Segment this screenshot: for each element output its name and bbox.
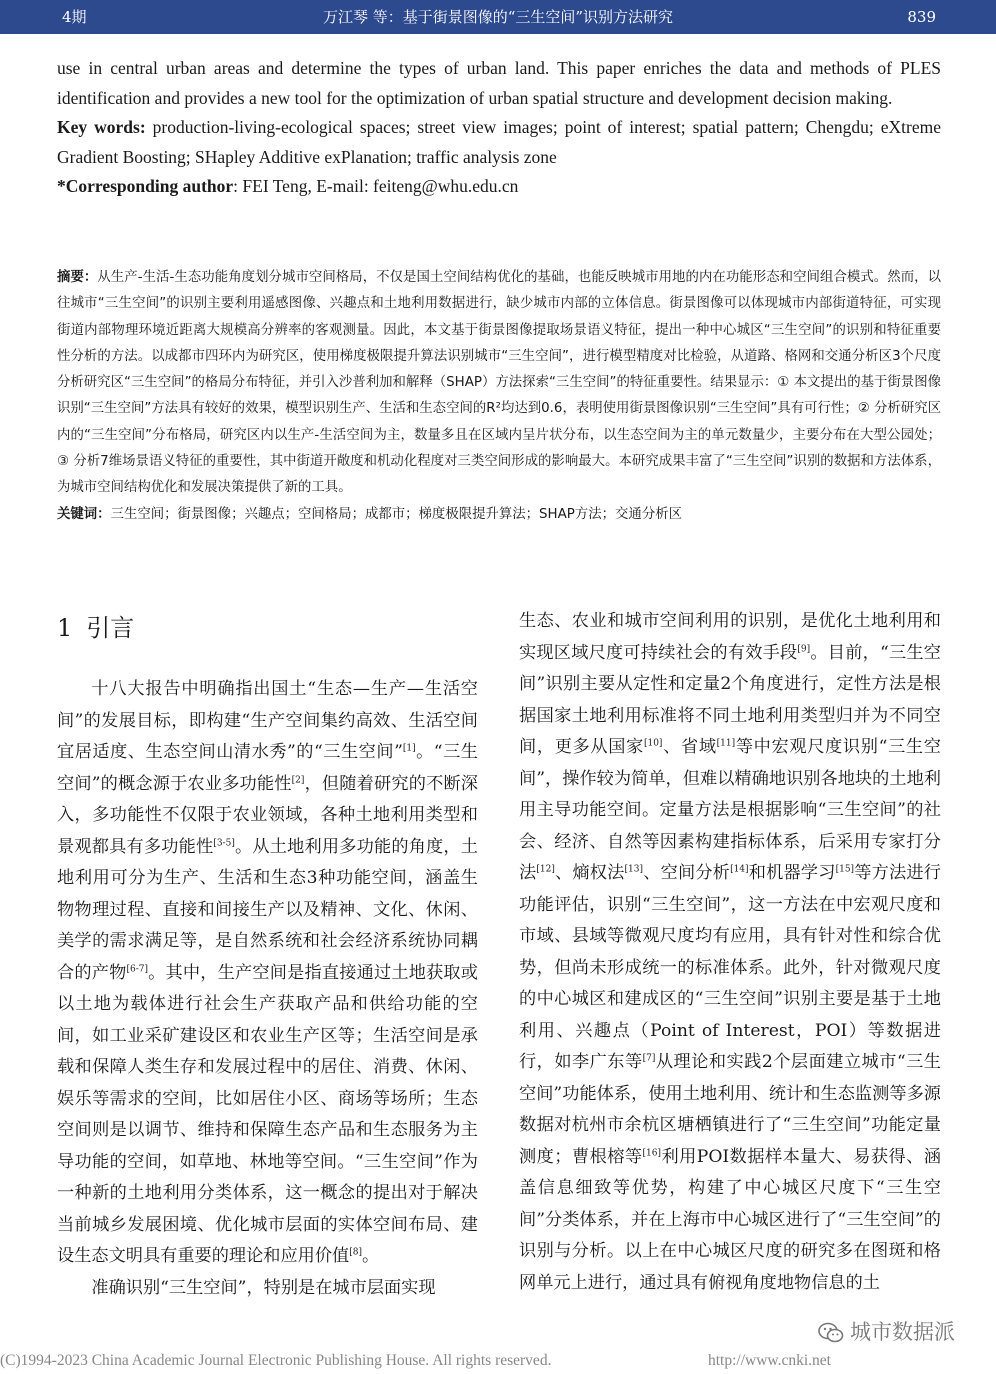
english-keywords: Key words: production-living-ecological spaces; street view images; point of interest; spatial pattern; Chengdu; eXtreme Gradient Boosting; SHapley Additive exPlanation; traffic analysis zone [57,117,941,167]
citation[interactable]: [6-7] [126,963,148,974]
citation[interactable]: [14] [730,864,749,875]
english-keywords-label: Key words: [57,117,146,137]
running-header [0,0,996,34]
chinese-keywords: 关键词：三生空间；街景图像；兴趣点；空间格局；成都市；梯度极限提升算法；SHAP方法；交通分析区 [57,506,682,522]
english-abstract-block [57,54,941,202]
page-number: 839 [907,8,936,26]
citation[interactable]: [1] [402,743,416,754]
citation[interactable]: [3-5] [213,837,235,848]
citation[interactable]: [2] [291,774,305,785]
chinese-abstract: 摘要：从生产-生活-生态功能角度划分城市空间格局，不仅是国土空间结构优化的基础，也能反映城市用地的内在功能形态和空间组合模式。然而，以往城市“三生空间”的识别主要利用遥感图像、兴趣点和土地利用数据进行，缺少城市内部的立体信息。街景图像可以体现城市内部街道特征，可实现街道内部物理环境近距离大规模高分辨率的客观测量。因此，本文基于街景图像提取场景语义特征，提出一种中心城区“三生空间”的识别和特征重要性分析的方法。以成都市四环内为研究区，使用梯度极限提升算法识别城市“三生空间”，进行模型精度对比检验，从道路、格网和交通分析区3个尺度分析研究区“三生空间”的格局分布特征，并引入沙普利加和解释（SHAP）方法探索“三生空间”的特征重要性。结果显示：① 本文提出的基于街景图像识别“三生空间”方法具有较好的效果，模型识别生产、生活和生态空间的R²均达到0.6，表明使用街景图像识别“三生空间”具有可行性；② 分析研究区内的“三生空间”分布格局，研究区内以生产-生活空间为主，数量多且在区域内呈片状分布，以生态空间为主的单元数量少，主要分布在大型公园处；③ 分析7维场景语义特征的重要性，其中街道开敞度和机动化程度对三类空间形成的影响最大。本研究成果丰富了“三生空间”识别的数据和方法体系，为城市空间结构优化和发展决策提供了新的工具。 [57,270,941,496]
chinese-keywords-label: 关键词： [57,506,111,522]
citation[interactable]: [11] [716,738,736,749]
abstract-label: 摘要： [57,270,98,285]
right-column [519,606,941,1299]
citation[interactable]: [15] [835,864,855,875]
citation[interactable]: [16] [642,1147,662,1158]
section-heading: 1 引言 [57,614,135,642]
cnki-url[interactable]: http://www.cnki.net [708,1352,831,1369]
corresponding-author: *Corresponding author: FEI Teng, E-mail: feiteng@whu.edu.cn [57,176,519,196]
citation[interactable]: [9] [797,643,811,654]
paragraph-intro-2-continued: 生态、农业和城市空间利用的识别，是优化土地利用和实现区域尺度可持续社会的有效手段[9]。目前，“三生空间”识别主要从定性和定量2个角度进行，定性方法是根据国家土地利用标准将不同土地利用类型归并为不同空间，更多从国家[10]、省域[11]等中宏观尺度识别“三生空间”，操作较为简单，但难以精确地识别各地块的土地利用主导功能空间。定量方法是根据影响“三生空间”的社会、经济、自然等因素构建指标体系，后采用专家打分法[12]、熵权法[13]、空间分析[14]和机器学习[15]等方法进行功能评估，识别“三生空间”，这一方法在中宏观尺度和市域、县域等微观尺度均有应用，具有针对性和综合优势，但尚未形成统一的标准体系。此外，针对微观尺度的中心城区和建成区的“三生空间”识别主要是基于土地利用、兴趣点（Point of Interest，POI）等数据进行，如李广东等[7]从理论和实践2个层面建立城市“三生空间”功能体系，使用土地利用、统计和生态监测等多源数据对杭州市余杭区塘栖镇进行了“三生空间”功能定量测度；曹根榕等[16]利用POI数据样本量大、易获得、涵盖信息细致等优势，构建了中心城区尺度下“三生空间”分类体系，并在上海市中心城区进行了“三生空间”的识别与分析。以上在中心城区尺度的研究多在图斑和格网单元上进行，通过具有俯视角度地物信息的土 [519,611,941,1293]
citation[interactable]: [13] [624,864,644,875]
chinese-abstract-block [57,265,941,528]
copyright-notice: (C)1994-2023 China Academic Journal Electronic Publishing House. All rights reserved. [0,1352,552,1369]
corresponding-author-label: *Corresponding author [57,176,234,196]
watermark: 城市数据派 [818,1316,955,1346]
left-column [57,608,478,1304]
citation[interactable]: [10] [643,738,663,749]
wechat-icon [818,1322,844,1344]
english-abstract-tail: use in central urban areas and determine the types of urban land. This paper enriches the data and methods of PLES identification and provides a new tool for the optimization of urban spatial structure and development decision making. [57,58,941,108]
citation[interactable]: [7] [642,1053,656,1064]
paragraph-intro-1: 十八大报告中明确指出国土“生态—生产—生活空间”的发展目标，即构建“生产空间集约高效、生活空间宜居适度、生态空间山清水秀”的“三生空间”[1]。“三生空间”的概念源于农业多功能性[2]，但随着研究的不断深入，多功能性不仅限于农业领域，各种土地利用类型和景观都具有多功能性[3-5]。从土地利用多功能的角度，土地利用可分为生产、生活和生态3种功能空间，涵盖生物物理过程、直接和间接生产以及精神、文化、休闲、美学的需求满足等，是自然系统和社会经济系统协同耦合的产物[6-7]。其中，生产空间是指直接通过土地获取或以土地为载体进行社会生产获取产品和供给功能的空间，如工业采矿建设区和农业生产区等；生活空间是承载和保障人类生存和发展过程中的居住、消费、休闲、娱乐等需求的空间，比如居住小区、商场等场所；生态空间则是以调节、维持和保障生态产品和生态服务为主导功能的空间，如草地、林地等空间。“三生空间”作为一种新的土地利用分类体系，这一概念的提出对于解决当前城乡发展困境、优化城市层面的实体空间布局、建设生态文明具有重要的理论和应用价值[8]。 [57,679,478,1266]
citation[interactable]: [12] [536,864,555,875]
issue-number: 4期 [62,8,87,26]
citation[interactable]: [8] [349,1247,362,1258]
paragraph-intro-2: 准确识别“三生空间”，特别是在城市层面实现 [91,1277,436,1298]
running-title: 万江琴 等：基于街景图像的“三生空间”识别方法研究 [322,8,674,26]
